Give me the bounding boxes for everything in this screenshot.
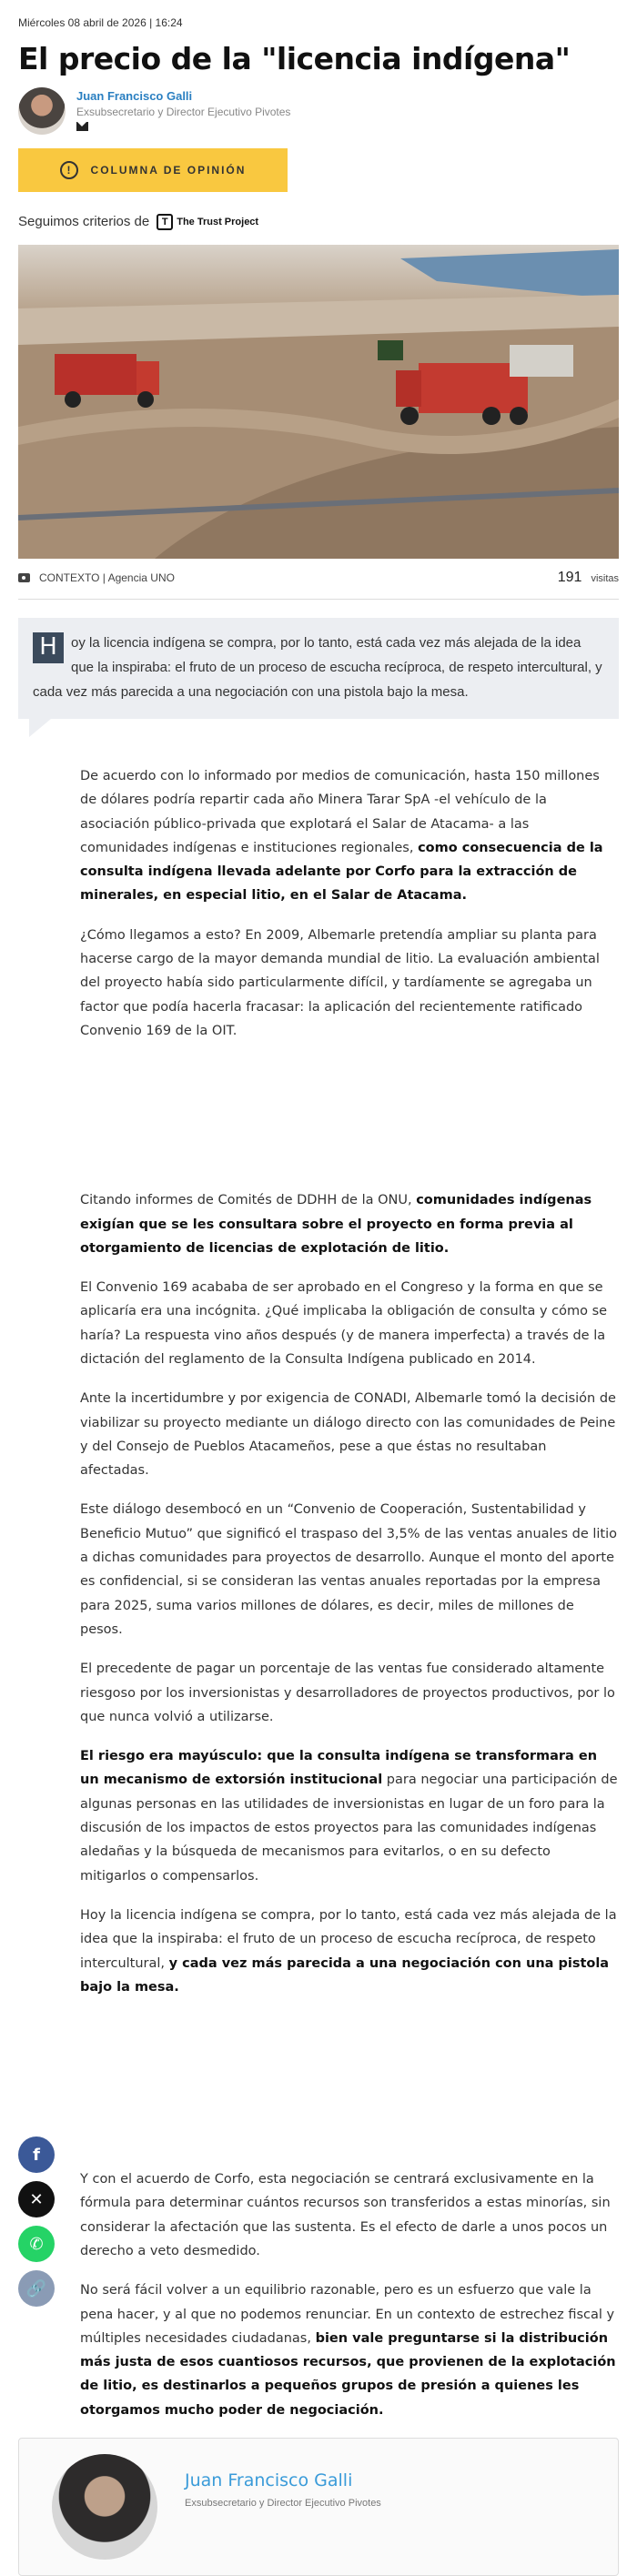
truck-right-cab [396, 370, 421, 407]
trust-project-row [18, 214, 619, 230]
author-card-avatar[interactable] [52, 2454, 157, 2560]
author-card-role: Exsubsecretario y Director Ejecutivo Pivotes [185, 2498, 381, 2510]
paragraph: El riesgo era mayúsculo: que la consulta indígena se transformara en un mecanismo de extorsión institucional para negociar una participación de algunas personas en las utilidades de inversionistas en lugar de un foro para la discusión de los impactos de estos proyectos para las comunidades indígenas aledañas y la búsqueda de mecanismos para evitarlos, o en su defecto mitigarlos o compensarlos. [80, 1749, 618, 1884]
paragraph: Citando informes de Comités de DDHH de la ONU, comunidades indígenas exigían que se les consultara sobre el proyecto en forma previa al otorgamiento de licencias de explotación de litio. [80, 1193, 592, 1256]
paragraph: Este diálogo desembocó en un “Convenio de Cooperación, Sustentabilidad y Beneficio Mutuo” que significó el traspaso del 3,5% de las ventas anuales de litio a dichas comunidades para proyectos de desarrollo. Aunque el monto del aporte es confidencial, si se consideran las ventas anuales reportadas por la empresa para 2025, suma varios millones de dólares, es decir, miles de millones de pesos. [80, 1502, 618, 1637]
paragraph: Ante la incertidumbre y por exigencia de CONADI, Albemarle tomó la decisión de viabilizar su proyecto mediante un diálogo directo con las comunidades de Peine y del Consejo de Pueblos Atacameños, pese a que éstas no resultaban afectadas. [80, 1391, 616, 1479]
hero-image [18, 245, 619, 559]
facebook-icon[interactable]: f [18, 2137, 55, 2173]
drop-cap: H [33, 632, 64, 663]
truck-right-wheel [482, 407, 500, 425]
opinion-column-button[interactable] [18, 148, 288, 192]
author-role: Exsubsecretario y Director Ejecutivo Pivotes [76, 105, 291, 118]
excavator [378, 340, 403, 360]
mail-icon[interactable] [76, 122, 88, 131]
building [510, 345, 573, 377]
truck-left-bed [55, 354, 136, 395]
avatar[interactable] [18, 87, 66, 135]
author-card [18, 2438, 619, 2576]
author-card-name[interactable]: Juan Francisco Galli [185, 2470, 353, 2491]
image-caption-row [18, 570, 619, 600]
ad-space [80, 2015, 619, 2167]
info-icon: ! [60, 161, 78, 179]
trust-prefix: Seguimos criterios de [18, 214, 150, 230]
x-icon[interactable]: ✕ [18, 2181, 55, 2217]
truck-left-cab [136, 361, 159, 395]
ad-space [80, 1058, 619, 1188]
article-body [0, 764, 637, 2422]
truck-right-wheel [510, 407, 528, 425]
image-caption: CONTEXTO | Agencia UNO [39, 571, 175, 584]
whatsapp-icon[interactable]: ✆ [18, 2226, 55, 2262]
truck-left-wheel [65, 391, 81, 408]
visit-counter [558, 570, 619, 586]
page-title: El precio de la "licencia indígena" [18, 41, 571, 76]
visit-count: 191 [557, 569, 582, 585]
paragraph: De acuerdo con lo informado por medios de comunicación, hasta 150 millones de dólares podría repartir cada año Minera Tarar SpA -el vehículo de la asociación público-privada que explotará el Salar de Atacama- a las comunidades indígenas e instituciones regionales, como consecuencia de la consulta indígena llevada adelante por Corfo para la extracción de minerales, en especial litio, en el Salar de Atacama. [80, 768, 603, 904]
visit-label: visitas [591, 572, 619, 584]
opinion-button-label: COLUMNA DE OPINIÓN [90, 163, 247, 177]
truck-left-wheel [137, 391, 154, 408]
pull-quote [18, 618, 619, 719]
paragraph: Y con el acuerdo de Corfo, esta negociación se centrará exclusivamente en la fórmula para determinar cuántos recursos son transferidos a estas minorías, sin considerar la afectación que las sustenta. Es el efecto de darle a unos pocos un derecho a veto desmedido. [80, 2172, 611, 2258]
author-name-link[interactable]: Juan Francisco Galli [76, 88, 193, 103]
share-bar [18, 2137, 55, 2307]
paragraph: ¿Cómo llegamos a esto? En 2009, Albemarle pretendía ampliar su planta para hacerse cargo de la mayor demanda mundial de litio. La evaluación ambiental del proyecto había sido particularmente difícil, y tardíamente se agregaba un factor que podía hacerla fracasar: la aplicación del recientemente ratificado Convenio 169 de la OIT. [80, 927, 600, 1038]
paragraph: El Convenio 169 acababa de ser aprobado en el Congreso y la forma en que se aplicaría era una incógnita. ¿Qué implicaba la obligación de consulta y cómo se haría? La respuesta vino años después (y de manera imperfecta) a través de la dictación del reglamento de la Consulta Indígena publicado en 2014. [80, 1280, 608, 1367]
paragraph: El precedente de pagar un porcentaje de las ventas fue considerado altamente riesgoso por los inversionistas y desarrolladores de proyectos productivos, por lo que nunca volvió a utilizarse. [80, 1662, 615, 1724]
trust-project-label: The Trust Project [177, 216, 259, 227]
author-byline [18, 87, 619, 136]
publish-date: Miércoles 08 abril de 2026 | 16:24 [18, 16, 183, 29]
camera-icon [18, 573, 30, 582]
truck-right-wheel [400, 407, 419, 425]
pull-quote-text: oy la licencia indígena se compra, por lo tanto, está cada vez más alejada de la idea que la inspiraba: el fruto de un proceso de escucha recíproca, de respeto intercultural, y cada vez más parecida a una negociación con una pistola bajo la mesa. [33, 634, 602, 700]
paragraph: No será fácil volver a un equilibrio razonable, pero es un esfuerzo que vale la pena hacer, y al que no podemos renunciar. En un contexto de estrechez fiscal y múltiples necesidades ciudadanas, bien vale preguntarse si la distribución más justa de esos cuantiosos recursos, que provienen de la explotación de litio, es destinarlos a pequeños grupos de presión a quienes les otorgamos mucho poder de negociación. [80, 2283, 616, 2418]
trust-project-icon: T [157, 214, 173, 230]
paragraph: Hoy la licencia indígena se compra, por lo tanto, está cada vez más alejada de la idea que la inspiraba: el fruto de un proceso de escucha recíproca, de respeto intercultural, y cada vez más parecida a una negociación con una pistola bajo la mesa. [80, 1907, 617, 1995]
trust-project-logo[interactable] [157, 214, 258, 230]
link-icon[interactable]: 🔗 [18, 2270, 55, 2307]
